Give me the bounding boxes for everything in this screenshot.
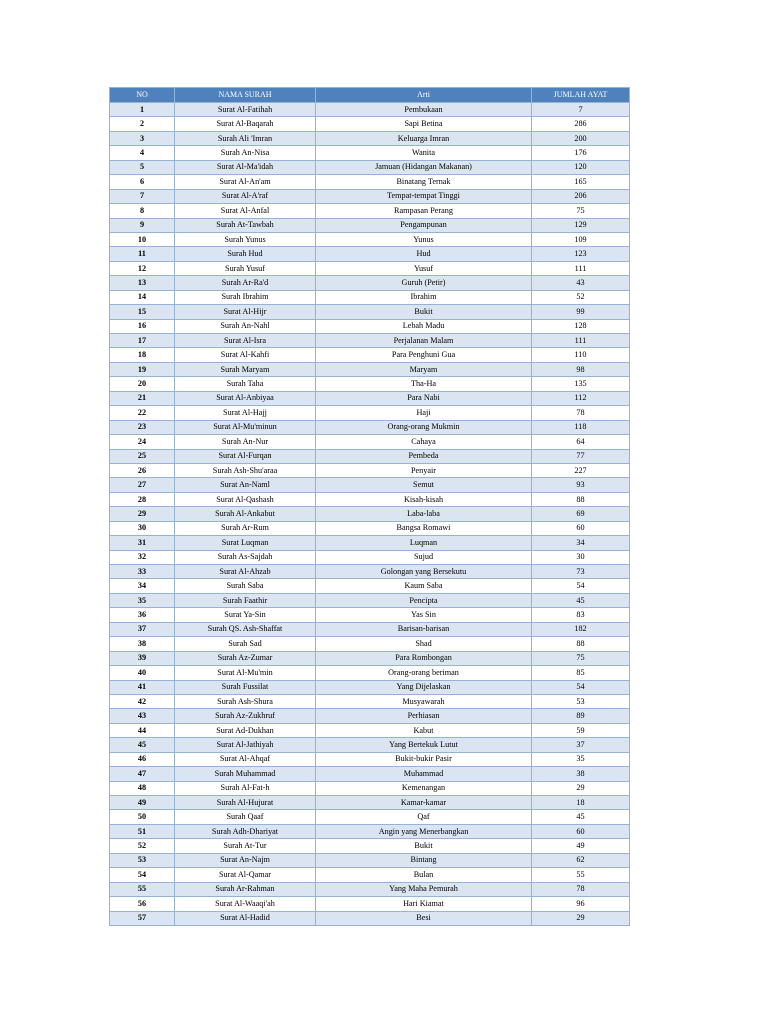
cell-nama-surah: Surat Al-Kahfi — [175, 348, 316, 362]
cell-arti: Cahaya — [316, 435, 532, 449]
cell-arti: Perjalanan Malam — [316, 334, 532, 348]
cell-arti: Bukit-bukir Pasir — [316, 752, 532, 766]
table-row — [110, 521, 630, 535]
table-row — [110, 232, 630, 246]
table-row — [110, 536, 630, 550]
table-row — [110, 117, 630, 131]
cell-nama-surah: Surat Luqman — [175, 536, 316, 550]
cell-jumlah-ayat: 59 — [532, 723, 630, 737]
table-row — [110, 189, 630, 203]
cell-no: 6 — [110, 175, 175, 189]
cell-nama-surah: Surah Sad — [175, 637, 316, 651]
cell-no: 2 — [110, 117, 175, 131]
cell-jumlah-ayat: 110 — [532, 348, 630, 362]
cell-nama-surah: Surah Az-Zumar — [175, 651, 316, 665]
table-row — [110, 420, 630, 434]
table-row — [110, 463, 630, 477]
cell-nama-surah: Surat Al-Waaqi'ah — [175, 897, 316, 911]
table-row — [110, 160, 630, 174]
cell-no: 53 — [110, 853, 175, 867]
cell-jumlah-ayat: 43 — [532, 276, 630, 290]
table-row — [110, 218, 630, 232]
cell-jumlah-ayat: 111 — [532, 261, 630, 275]
cell-jumlah-ayat: 200 — [532, 131, 630, 145]
cell-nama-surah: Surah An-Nahl — [175, 319, 316, 333]
cell-arti: Yang Dijelaskan — [316, 680, 532, 694]
cell-jumlah-ayat: 93 — [532, 478, 630, 492]
cell-no: 23 — [110, 420, 175, 434]
table-row — [110, 334, 630, 348]
cell-arti: Orang-orang beriman — [316, 666, 532, 680]
cell-arti: Hari Kiamat — [316, 897, 532, 911]
header-jumlah-ayat: JUMLAH AYAT — [532, 88, 630, 103]
cell-arti: Wanita — [316, 146, 532, 160]
cell-nama-surah: Surat Al-Baqarah — [175, 117, 316, 131]
cell-no: 48 — [110, 781, 175, 795]
cell-nama-surah: Surat Al-Mu'min — [175, 666, 316, 680]
cell-nama-surah: Surah Ibrahim — [175, 290, 316, 304]
cell-nama-surah: Surah Al-Ankabut — [175, 507, 316, 521]
cell-arti: Perhiasan — [316, 709, 532, 723]
cell-arti: Haji — [316, 406, 532, 420]
cell-no: 8 — [110, 204, 175, 218]
cell-jumlah-ayat: 88 — [532, 492, 630, 506]
cell-nama-surah: Surat Al-Hadid — [175, 911, 316, 925]
cell-no: 54 — [110, 868, 175, 882]
cell-no: 21 — [110, 391, 175, 405]
table-row — [110, 593, 630, 607]
cell-nama-surah: Surat Al-Qashash — [175, 492, 316, 506]
cell-arti: Bukit — [316, 305, 532, 319]
cell-no: 42 — [110, 694, 175, 708]
cell-arti: Shad — [316, 637, 532, 651]
cell-jumlah-ayat: 37 — [532, 738, 630, 752]
cell-jumlah-ayat: 54 — [532, 579, 630, 593]
table-row — [110, 723, 630, 737]
cell-nama-surah: Surah An-Nur — [175, 435, 316, 449]
cell-jumlah-ayat: 227 — [532, 463, 630, 477]
table-row — [110, 911, 630, 925]
cell-no: 28 — [110, 492, 175, 506]
cell-jumlah-ayat: 45 — [532, 810, 630, 824]
table-row — [110, 824, 630, 838]
cell-jumlah-ayat: 89 — [532, 709, 630, 723]
table-row — [110, 651, 630, 665]
cell-arti: Pembeda — [316, 449, 532, 463]
cell-no: 51 — [110, 824, 175, 838]
cell-arti: Tempat-tempat Tinggi — [316, 189, 532, 203]
table-row — [110, 377, 630, 391]
cell-nama-surah: Surat Al-Hijr — [175, 305, 316, 319]
cell-nama-surah: Surah Yusuf — [175, 261, 316, 275]
table-row — [110, 348, 630, 362]
table-row — [110, 247, 630, 261]
table-row — [110, 796, 630, 810]
cell-jumlah-ayat: 99 — [532, 305, 630, 319]
table-row — [110, 507, 630, 521]
table-row — [110, 103, 630, 117]
cell-jumlah-ayat: 60 — [532, 824, 630, 838]
cell-no: 33 — [110, 565, 175, 579]
cell-jumlah-ayat: 182 — [532, 622, 630, 636]
cell-nama-surah: Surah QS. Ash-Shaffat — [175, 622, 316, 636]
header-row — [110, 88, 630, 103]
cell-arti: Bangsa Romawi — [316, 521, 532, 535]
cell-nama-surah: Surat Al-Ahqaf — [175, 752, 316, 766]
table-row — [110, 478, 630, 492]
cell-nama-surah: Surah Al-Hujurat — [175, 796, 316, 810]
cell-no: 55 — [110, 882, 175, 896]
cell-arti: Laba-laba — [316, 507, 532, 521]
cell-jumlah-ayat: 18 — [532, 796, 630, 810]
table-row — [110, 752, 630, 766]
cell-nama-surah: Surat Al-Qamar — [175, 868, 316, 882]
cell-no: 47 — [110, 767, 175, 781]
cell-nama-surah: Surah Ar-Rahman — [175, 882, 316, 896]
cell-arti: Kemenangan — [316, 781, 532, 795]
cell-jumlah-ayat: 7 — [532, 103, 630, 117]
cell-no: 43 — [110, 709, 175, 723]
cell-nama-surah: Surah Ash-Shura — [175, 694, 316, 708]
cell-arti: Jamuan (Hidangan Makanan) — [316, 160, 532, 174]
cell-jumlah-ayat: 60 — [532, 521, 630, 535]
cell-arti: Bintang — [316, 853, 532, 867]
cell-arti: Sapi Betina — [316, 117, 532, 131]
cell-jumlah-ayat: 73 — [532, 565, 630, 579]
cell-no: 29 — [110, 507, 175, 521]
cell-no: 18 — [110, 348, 175, 362]
cell-no: 17 — [110, 334, 175, 348]
cell-nama-surah: Surat Al-Mu'minun — [175, 420, 316, 434]
table-row — [110, 305, 630, 319]
cell-no: 24 — [110, 435, 175, 449]
cell-jumlah-ayat: 206 — [532, 189, 630, 203]
header-nama-surah: NAMA SURAH — [175, 88, 316, 103]
table-row — [110, 839, 630, 853]
cell-arti: Maryam — [316, 362, 532, 376]
cell-jumlah-ayat: 75 — [532, 651, 630, 665]
cell-nama-surah: Surah Ar-Rum — [175, 521, 316, 535]
table-row — [110, 579, 630, 593]
cell-jumlah-ayat: 98 — [532, 362, 630, 376]
cell-no: 50 — [110, 810, 175, 824]
table-row — [110, 853, 630, 867]
cell-arti: Bukit — [316, 839, 532, 853]
cell-no: 49 — [110, 796, 175, 810]
table-row — [110, 810, 630, 824]
cell-arti: Rampasan Perang — [316, 204, 532, 218]
cell-no: 26 — [110, 463, 175, 477]
table-row — [110, 738, 630, 752]
cell-no: 9 — [110, 218, 175, 232]
cell-nama-surah: Surat Al-An'am — [175, 175, 316, 189]
cell-nama-surah: Surat Al-Jathiyah — [175, 738, 316, 752]
table-row — [110, 261, 630, 275]
cell-nama-surah: Surat Al-Anbiyaa — [175, 391, 316, 405]
table-row — [110, 868, 630, 882]
cell-arti: Para Penghuni Gua — [316, 348, 532, 362]
cell-arti: Orang-orang Mukmin — [316, 420, 532, 434]
cell-no: 38 — [110, 637, 175, 651]
cell-no: 27 — [110, 478, 175, 492]
cell-no: 13 — [110, 276, 175, 290]
cell-nama-surah: Surah At-Tur — [175, 839, 316, 853]
cell-nama-surah: Surat An-Naml — [175, 478, 316, 492]
cell-arti: Ibrahim — [316, 290, 532, 304]
cell-arti: Kisah-kisah — [316, 492, 532, 506]
cell-arti: Guruh (Petir) — [316, 276, 532, 290]
cell-no: 3 — [110, 131, 175, 145]
cell-no: 36 — [110, 608, 175, 622]
table-row — [110, 767, 630, 781]
cell-arti: Bulan — [316, 868, 532, 882]
cell-arti: Pembukaan — [316, 103, 532, 117]
cell-arti: Kamar-kamar — [316, 796, 532, 810]
cell-no: 44 — [110, 723, 175, 737]
header-no: NO — [110, 88, 175, 103]
cell-arti: Qaf — [316, 810, 532, 824]
cell-nama-surah: Surat An-Najm — [175, 853, 316, 867]
cell-jumlah-ayat: 35 — [532, 752, 630, 766]
table-row — [110, 882, 630, 896]
cell-jumlah-ayat: 45 — [532, 593, 630, 607]
header-arti: Arti — [316, 88, 532, 103]
cell-arti: Barisan-barisan — [316, 622, 532, 636]
cell-nama-surah: Surat Al-A'raf — [175, 189, 316, 203]
cell-nama-surah: Surat Al-Hajj — [175, 406, 316, 420]
cell-no: 14 — [110, 290, 175, 304]
cell-no: 19 — [110, 362, 175, 376]
cell-no: 56 — [110, 897, 175, 911]
cell-nama-surah: Surat Ya-Sin — [175, 608, 316, 622]
cell-nama-surah: Surat Ad-Dukhan — [175, 723, 316, 737]
cell-jumlah-ayat: 96 — [532, 897, 630, 911]
cell-arti: Hud — [316, 247, 532, 261]
cell-no: 41 — [110, 680, 175, 694]
cell-no: 31 — [110, 536, 175, 550]
cell-arti: Sujud — [316, 550, 532, 564]
table-row — [110, 694, 630, 708]
cell-no: 37 — [110, 622, 175, 636]
table-row — [110, 290, 630, 304]
table-row — [110, 406, 630, 420]
cell-no: 7 — [110, 189, 175, 203]
cell-nama-surah: Surah Taha — [175, 377, 316, 391]
cell-jumlah-ayat: 83 — [532, 608, 630, 622]
table-row — [110, 709, 630, 723]
cell-nama-surah: Surah Faathir — [175, 593, 316, 607]
surah-table — [109, 87, 630, 926]
cell-nama-surah: Surah Ali 'Imran — [175, 131, 316, 145]
cell-jumlah-ayat: 49 — [532, 839, 630, 853]
cell-jumlah-ayat: 38 — [532, 767, 630, 781]
cell-nama-surah: Surat Al-Furqan — [175, 449, 316, 463]
cell-jumlah-ayat: 54 — [532, 680, 630, 694]
cell-jumlah-ayat: 29 — [532, 781, 630, 795]
table-row — [110, 391, 630, 405]
cell-no: 35 — [110, 593, 175, 607]
cell-jumlah-ayat: 176 — [532, 146, 630, 160]
cell-jumlah-ayat: 111 — [532, 334, 630, 348]
cell-jumlah-ayat: 135 — [532, 377, 630, 391]
cell-nama-surah: Surat Al-Ahzab — [175, 565, 316, 579]
cell-nama-surah: Surah Maryam — [175, 362, 316, 376]
cell-jumlah-ayat: 78 — [532, 882, 630, 896]
cell-jumlah-ayat: 77 — [532, 449, 630, 463]
table-row — [110, 637, 630, 651]
cell-nama-surah: Surat Al-Fatihah — [175, 103, 316, 117]
cell-arti: Binatang Ternak — [316, 175, 532, 189]
cell-jumlah-ayat: 34 — [532, 536, 630, 550]
cell-nama-surah: Surah Hud — [175, 247, 316, 261]
cell-nama-surah: Surah Muhammad — [175, 767, 316, 781]
cell-arti: Yunus — [316, 232, 532, 246]
table-row — [110, 565, 630, 579]
cell-jumlah-ayat: 52 — [532, 290, 630, 304]
cell-nama-surah: Surah Saba — [175, 579, 316, 593]
cell-nama-surah: Surat Al-Isra — [175, 334, 316, 348]
cell-jumlah-ayat: 78 — [532, 406, 630, 420]
table-row — [110, 362, 630, 376]
table-row — [110, 781, 630, 795]
cell-jumlah-ayat: 69 — [532, 507, 630, 521]
cell-jumlah-ayat: 109 — [532, 232, 630, 246]
cell-no: 25 — [110, 449, 175, 463]
cell-nama-surah: Surah Adh-Dhariyat — [175, 824, 316, 838]
cell-arti: Para Rombongan — [316, 651, 532, 665]
table-row — [110, 492, 630, 506]
cell-arti: Yas Sin — [316, 608, 532, 622]
cell-arti: Tha-Ha — [316, 377, 532, 391]
cell-arti: Yang Bertekuk Lutut — [316, 738, 532, 752]
table-row — [110, 449, 630, 463]
cell-jumlah-ayat: 88 — [532, 637, 630, 651]
cell-arti: Golongan yang Bersekutu — [316, 565, 532, 579]
cell-jumlah-ayat: 129 — [532, 218, 630, 232]
cell-arti: Besi — [316, 911, 532, 925]
cell-no: 32 — [110, 550, 175, 564]
cell-jumlah-ayat: 55 — [532, 868, 630, 882]
table-row — [110, 276, 630, 290]
cell-no: 30 — [110, 521, 175, 535]
cell-arti: Yang Maha Pemurah — [316, 882, 532, 896]
cell-no: 12 — [110, 261, 175, 275]
cell-jumlah-ayat: 30 — [532, 550, 630, 564]
cell-jumlah-ayat: 62 — [532, 853, 630, 867]
cell-jumlah-ayat: 64 — [532, 435, 630, 449]
cell-jumlah-ayat: 128 — [532, 319, 630, 333]
table-body — [110, 103, 630, 926]
cell-jumlah-ayat: 53 — [532, 694, 630, 708]
cell-nama-surah: Surah Al-Fat-h — [175, 781, 316, 795]
cell-no: 11 — [110, 247, 175, 261]
cell-nama-surah: Surah At-Tawbah — [175, 218, 316, 232]
table-row — [110, 131, 630, 145]
cell-nama-surah: Surah Qaaf — [175, 810, 316, 824]
table-row — [110, 622, 630, 636]
cell-arti: Para Nabi — [316, 391, 532, 405]
cell-jumlah-ayat: 29 — [532, 911, 630, 925]
table-row — [110, 608, 630, 622]
cell-no: 46 — [110, 752, 175, 766]
cell-jumlah-ayat: 286 — [532, 117, 630, 131]
cell-jumlah-ayat: 118 — [532, 420, 630, 434]
cell-jumlah-ayat: 75 — [532, 204, 630, 218]
cell-no: 45 — [110, 738, 175, 752]
cell-nama-surah: Surat Al-Anfal — [175, 204, 316, 218]
cell-arti: Kaum Saba — [316, 579, 532, 593]
cell-arti: Musyawarah — [316, 694, 532, 708]
cell-jumlah-ayat: 112 — [532, 391, 630, 405]
cell-no: 40 — [110, 666, 175, 680]
cell-arti: Penyair — [316, 463, 532, 477]
cell-no: 57 — [110, 911, 175, 925]
table-row — [110, 680, 630, 694]
cell-nama-surah: Surah Fussilat — [175, 680, 316, 694]
table-row — [110, 550, 630, 564]
cell-jumlah-ayat: 165 — [532, 175, 630, 189]
table-row — [110, 435, 630, 449]
cell-no: 22 — [110, 406, 175, 420]
cell-nama-surah: Surah Yunus — [175, 232, 316, 246]
cell-nama-surah: Surah Ash-Shu'araa — [175, 463, 316, 477]
table-row — [110, 175, 630, 189]
cell-no: 39 — [110, 651, 175, 665]
cell-no: 5 — [110, 160, 175, 174]
cell-nama-surah: Surah As-Sajdah — [175, 550, 316, 564]
table-row — [110, 146, 630, 160]
cell-nama-surah: Surah An-Nisa — [175, 146, 316, 160]
cell-no: 4 — [110, 146, 175, 160]
table-row — [110, 666, 630, 680]
cell-no: 10 — [110, 232, 175, 246]
cell-jumlah-ayat: 120 — [532, 160, 630, 174]
cell-jumlah-ayat: 85 — [532, 666, 630, 680]
cell-arti: Semut — [316, 478, 532, 492]
cell-no: 15 — [110, 305, 175, 319]
cell-nama-surah: Surah Ar-Ra'd — [175, 276, 316, 290]
cell-no: 16 — [110, 319, 175, 333]
table-row — [110, 319, 630, 333]
cell-arti: Yusuf — [316, 261, 532, 275]
cell-jumlah-ayat: 123 — [532, 247, 630, 261]
table-row — [110, 204, 630, 218]
cell-nama-surah: Surat Al-Ma'idah — [175, 160, 316, 174]
cell-arti: Angin yang Menerbangkan — [316, 824, 532, 838]
table-row — [110, 897, 630, 911]
cell-arti: Pencipta — [316, 593, 532, 607]
cell-arti: Keluarga Imran — [316, 131, 532, 145]
cell-nama-surah: Surah Az-Zukhruf — [175, 709, 316, 723]
cell-arti: Lebah Madu — [316, 319, 532, 333]
cell-no: 1 — [110, 103, 175, 117]
table-header — [110, 88, 630, 103]
cell-no: 20 — [110, 377, 175, 391]
cell-arti: Kabut — [316, 723, 532, 737]
cell-arti: Muhammad — [316, 767, 532, 781]
cell-arti: Luqman — [316, 536, 532, 550]
cell-no: 52 — [110, 839, 175, 853]
cell-arti: Pengampunan — [316, 218, 532, 232]
cell-no: 34 — [110, 579, 175, 593]
